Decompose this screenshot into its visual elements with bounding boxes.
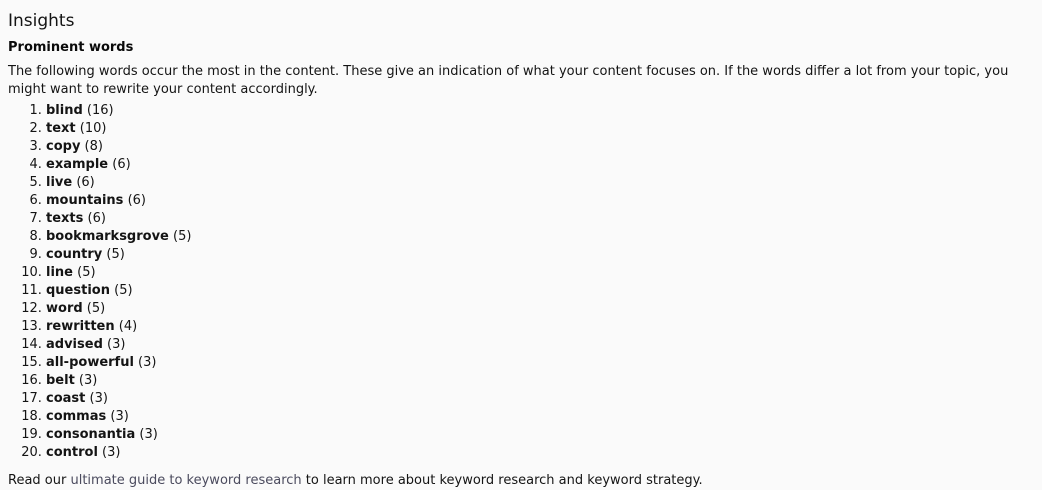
prominent-word-item	[46, 390, 1032, 408]
prominent-word-item	[46, 138, 1032, 156]
prominent-word: all-powerful	[46, 355, 134, 370]
prominent-word-item	[46, 282, 1032, 300]
footer-note	[8, 472, 1032, 490]
word-count: (3)	[85, 391, 108, 406]
word-count: (6)	[108, 157, 131, 172]
prominent-word: commas	[46, 409, 107, 424]
word-count: (5)	[109, 283, 133, 298]
keyword-research-guide-link[interactable]: ultimate guide to keyword research	[70, 473, 302, 488]
prominent-word: question	[46, 283, 110, 298]
word-count: (6)	[83, 211, 106, 226]
prominent-word: belt	[46, 373, 75, 388]
prominent-word-item	[46, 354, 1032, 372]
prominent-word: line	[46, 265, 73, 280]
prominent-word: copy	[46, 139, 81, 154]
footer-prefix: Read our	[8, 473, 71, 488]
prominent-word-item	[46, 246, 1032, 264]
word-count: (3)	[102, 337, 126, 352]
word-count: (5)	[168, 229, 192, 244]
word-count: (5)	[82, 301, 106, 316]
prominent-word: texts	[46, 211, 84, 226]
prominent-word: word	[46, 301, 83, 316]
prominent-word-item	[46, 192, 1032, 210]
word-count: (6)	[123, 193, 146, 208]
word-count: (3)	[133, 355, 157, 370]
prominent-word: consonantia	[46, 427, 136, 442]
prominent-word-item	[46, 264, 1032, 282]
prominent-words-description: The following words occur the most in the content. These give an indication of what your content focuses on. If the words differ a lot from your topic, you might want to rewrite your content accordingly.	[8, 64, 1009, 97]
prominent-words-list	[8, 102, 1032, 462]
word-count: (6)	[72, 175, 95, 190]
word-count: (5)	[102, 247, 125, 262]
footer-suffix: to learn more about keyword research and keyword strategy.	[301, 473, 703, 488]
word-count: (3)	[97, 445, 121, 460]
prominent-word-item	[46, 408, 1032, 426]
prominent-word: country	[46, 247, 103, 262]
prominent-word-item	[46, 156, 1032, 174]
prominent-word-item	[46, 228, 1032, 246]
prominent-word: mountains	[46, 193, 124, 208]
prominent-word-item	[46, 102, 1032, 120]
prominent-word: text	[46, 121, 76, 136]
prominent-word-item	[46, 318, 1032, 336]
prominent-word-item	[46, 426, 1032, 444]
prominent-word: example	[46, 157, 109, 172]
word-count: (4)	[114, 319, 138, 334]
word-count: (8)	[80, 139, 103, 154]
prominent-word: advised	[46, 337, 103, 352]
word-count: (5)	[72, 265, 96, 280]
prominent-word-item	[46, 372, 1032, 390]
word-count: (3)	[106, 409, 129, 424]
word-count: (3)	[135, 427, 158, 442]
prominent-word-item	[46, 210, 1032, 228]
word-count: (3)	[74, 373, 98, 388]
prominent-word-item	[46, 120, 1032, 138]
prominent-words-heading: Prominent words	[8, 40, 134, 55]
panel-title: Insights	[8, 11, 75, 31]
prominent-word-item	[46, 336, 1032, 354]
word-count: (16)	[82, 103, 114, 118]
prominent-word: coast	[46, 391, 86, 406]
prominent-word: blind	[46, 103, 83, 118]
prominent-word-item	[46, 174, 1032, 192]
prominent-word-item	[46, 444, 1032, 462]
word-count: (10)	[75, 121, 107, 136]
prominent-word: control	[46, 445, 98, 460]
prominent-word-item	[46, 300, 1032, 318]
prominent-word: rewritten	[46, 319, 115, 334]
prominent-word: live	[46, 175, 73, 190]
prominent-word: bookmarksgrove	[46, 229, 169, 244]
